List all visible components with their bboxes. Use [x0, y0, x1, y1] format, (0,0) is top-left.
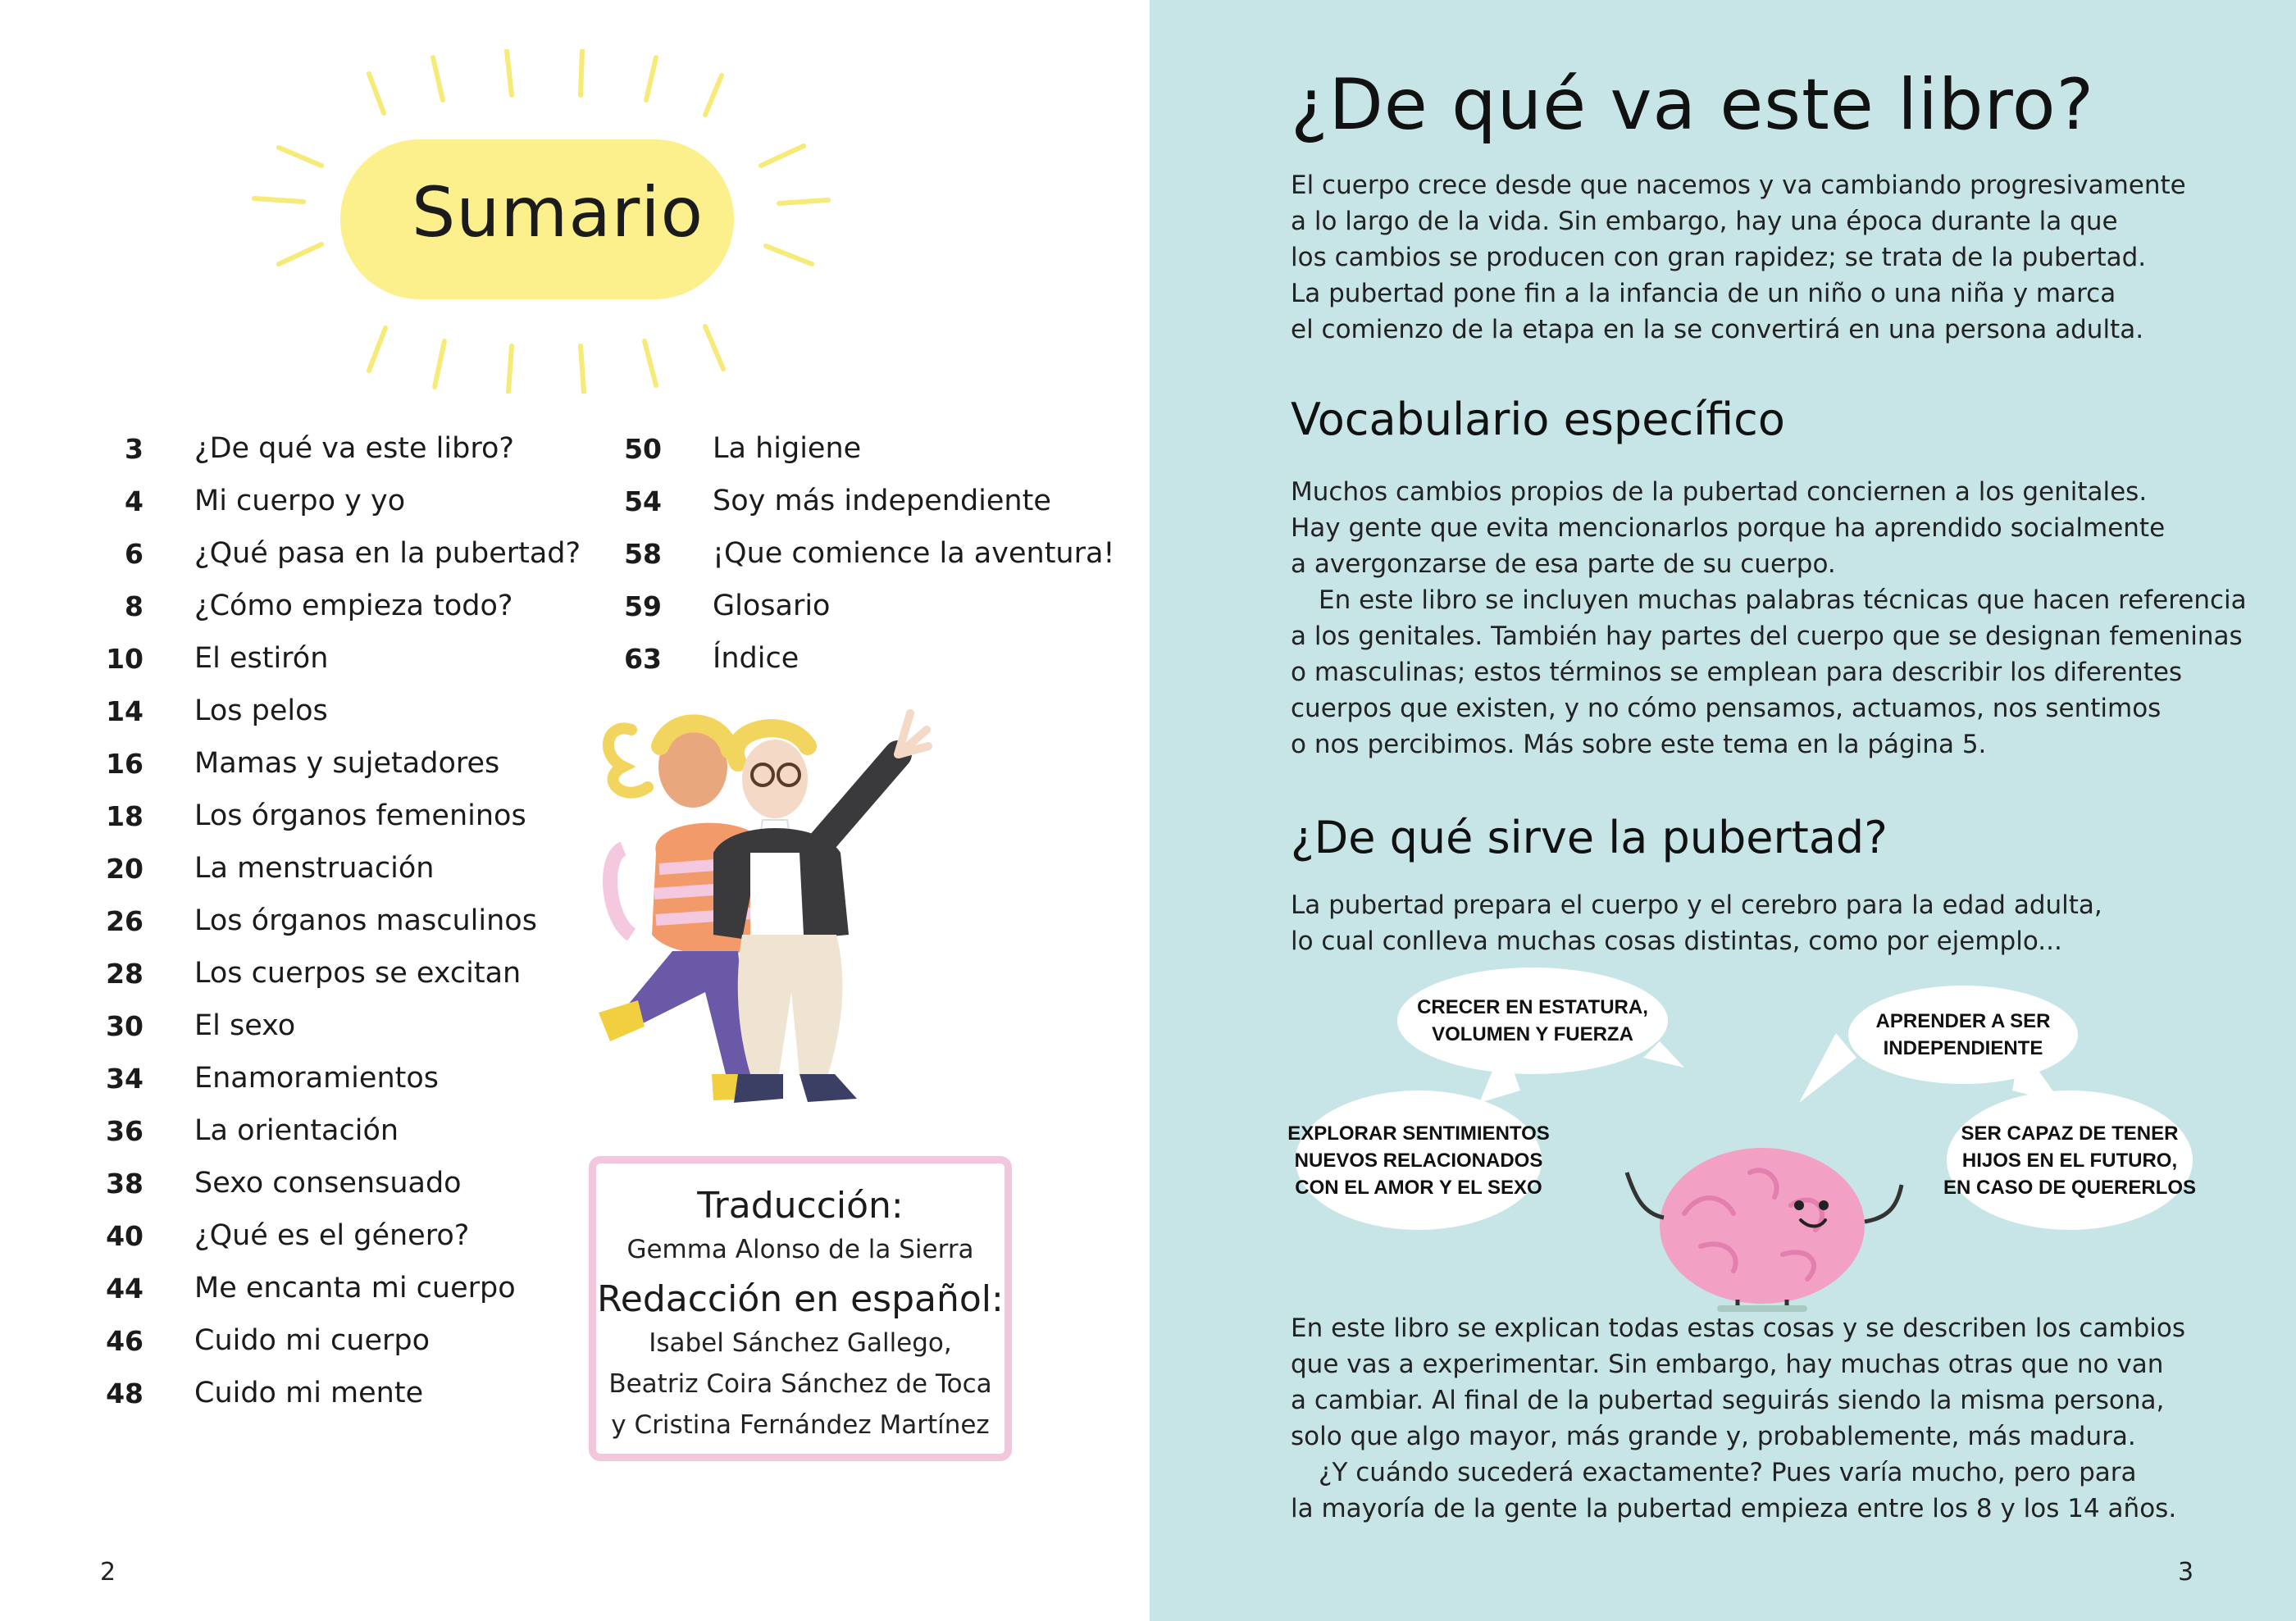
bubble-grow: [1397, 968, 1668, 1074]
text-line: Muchos cambios propios de la pubertad conciernen a los genitales.: [1291, 477, 2148, 507]
text-line: La pubertad prepara el cuerpo y el cerebro para la edad adulta,: [1291, 890, 2102, 920]
toc-page-number: 28: [106, 957, 144, 990]
toc-label: ¿Cómo empieza todo?: [194, 590, 513, 622]
toc-item[interactable]: [617, 527, 1141, 580]
toc-page-number: 10: [106, 642, 144, 675]
toc-item[interactable]: [98, 842, 590, 895]
toc-page-number: 59: [624, 590, 662, 622]
toc-item[interactable]: [98, 1209, 590, 1262]
toc-item[interactable]: [98, 737, 590, 790]
editor-name: Isabel Sánchez Gallego,: [649, 1328, 952, 1358]
toc-item[interactable]: [98, 422, 590, 475]
toc-item[interactable]: [617, 580, 1141, 632]
text-line: En este libro se incluyen muchas palabras técnicas que hacen referencia: [1319, 585, 2247, 615]
toc-label: La menstruación: [194, 852, 435, 885]
text-line: lo cual conlleva muchas cosas distintas, como por ejemplo...: [1291, 927, 2062, 956]
purpose-heading: ¿De qué sirve la pubertad?: [1291, 812, 1888, 863]
toc-label: El estirón: [194, 642, 329, 675]
text-line: los cambios se producen con gran rapidez; se trata de la pubertad.: [1291, 243, 2147, 272]
toc-item[interactable]: [98, 790, 590, 842]
page-number-right: 3: [2178, 1558, 2194, 1587]
bubble-line: HIJOS EN EL FUTURO,: [1961, 1149, 2178, 1172]
toc-label: Los órganos masculinos: [194, 904, 537, 937]
credits-box: [589, 1156, 1012, 1461]
text-line: El cuerpo crece desde que nacemos y va cambiando progresivamente: [1291, 171, 2186, 200]
toc-item[interactable]: [98, 475, 590, 527]
toc-label: Cuido mi cuerpo: [194, 1324, 430, 1357]
bubble-line: CON EL AMOR Y EL SEXO: [1295, 1176, 1542, 1199]
toc-page-number: 4: [125, 485, 144, 517]
text-line: o nos percibimos. Más sobre este tema en la página 5.: [1291, 730, 1987, 759]
toc-item[interactable]: [98, 580, 590, 632]
text-line: cuerpos que existen, y no cómo pensamos, actuamos, nos sentimos: [1291, 694, 2162, 723]
editor-name: Beatriz Coira Sánchez de Toca: [608, 1369, 992, 1399]
editor-name: y Cristina Fernández Martínez: [611, 1410, 990, 1440]
toc-item[interactable]: [98, 999, 590, 1052]
intro-paragraph: [1291, 167, 2234, 348]
toc-page-number: 44: [106, 1272, 144, 1305]
toc-page-number: 40: [106, 1219, 144, 1252]
sun-illustration: [246, 49, 869, 394]
text-line: Hay gente que evita mencionarlos porque ha aprendido socialmente: [1291, 513, 2166, 543]
text-line: a lo largo de la vida. Sin embargo, hay una época durante la que: [1291, 207, 2118, 236]
toc-label: ¿Qué es el género?: [194, 1219, 470, 1252]
toc-item[interactable]: [98, 895, 590, 947]
friends-hugging-icon: [574, 689, 1033, 1164]
text-line: que vas a experimentar. Sin embargo, hay muchas otras que no van: [1291, 1350, 2164, 1379]
bubble-line: SER CAPAZ DE TENER: [1961, 1122, 2179, 1145]
toc-page-number: 6: [125, 537, 144, 570]
toc-page-number: 48: [106, 1377, 144, 1409]
toc-label: El sexo: [194, 1009, 296, 1042]
toc-label: Mi cuerpo y yo: [194, 485, 406, 517]
toc-label: Índice: [713, 642, 800, 675]
translator-name: Gemma Alonso de la Sierra: [626, 1235, 974, 1264]
toc-label: Cuido mi mente: [194, 1377, 424, 1409]
bubble-explore: [1287, 1091, 1550, 1230]
toc-label: ¿De qué va este libro?: [194, 432, 514, 465]
toc-page-number: 63: [624, 642, 662, 675]
section-title: ¿De qué va este libro?: [1291, 64, 2095, 146]
purpose-paragraph: [1291, 887, 2234, 959]
bubble-line: VOLUMEN Y FUERZA: [1432, 1023, 1633, 1045]
toc-label: La orientación: [194, 1114, 399, 1147]
toc-page-number: 38: [106, 1167, 144, 1200]
bubble-line: APRENDER A SER: [1875, 1010, 2051, 1032]
toc-item[interactable]: [617, 475, 1141, 527]
kids-illustration: [574, 689, 1033, 1164]
toc-page-number: 46: [106, 1324, 144, 1357]
toc-page-number: 50: [624, 432, 662, 465]
toc-page-number: 58: [624, 537, 662, 570]
toc-page-number: 8: [125, 590, 144, 622]
toc-page-number: 3: [125, 432, 144, 465]
toc-label: Los cuerpos se excitan: [194, 957, 522, 990]
toc-item[interactable]: [98, 1367, 590, 1419]
toc-page-number: 20: [106, 852, 144, 885]
text-line: En este libro se explican todas estas cosas y se describen los cambios: [1291, 1314, 2185, 1343]
closing-paragraph: [1291, 1310, 2234, 1527]
toc-item[interactable]: [98, 1262, 590, 1314]
vocabulary-heading: Vocabulario específico: [1291, 394, 1785, 445]
text-line: la mayoría de la gente la pubertad empieza entre los 8 y los 14 años.: [1291, 1494, 2177, 1523]
bubble-line: NUEVOS RELACIONADOS: [1294, 1149, 1543, 1172]
editing-heading: Redacción en español:: [597, 1278, 1004, 1320]
toc-item[interactable]: [617, 422, 1141, 475]
toc-label: ¿Qué pasa en la pubertad?: [194, 537, 581, 570]
page-title: Sumario: [411, 172, 704, 253]
toc-page-number: 54: [624, 485, 662, 517]
toc-item[interactable]: [98, 632, 590, 685]
toc-label: Los pelos: [194, 694, 328, 727]
toc-label: Los órganos femeninos: [194, 799, 526, 832]
toc-page-number: 26: [106, 904, 144, 937]
toc-column-2: [617, 422, 1141, 685]
toc-page-number: 18: [106, 799, 144, 832]
puberty-benefits-diagram: [1287, 968, 2234, 1312]
toc-label: Glosario: [713, 590, 831, 622]
toc-page-number: 16: [106, 747, 144, 780]
toc-item[interactable]: [98, 527, 590, 580]
toc-label: La higiene: [713, 432, 862, 465]
toc-item[interactable]: [98, 685, 590, 737]
text-line: La pubertad pone fin a la infancia de un niño o una niña y marca: [1291, 279, 2116, 308]
toc-page-number: 14: [106, 694, 144, 727]
toc-item[interactable]: [98, 1157, 590, 1209]
bubble-independent: [1848, 986, 2078, 1084]
toc-page-number: 30: [106, 1009, 144, 1042]
toc-label: Me encanta mi cuerpo: [194, 1272, 516, 1305]
text-line: a cambiar. Al final de la pubertad seguirás siendo la misma persona,: [1291, 1386, 2165, 1415]
bubble-line: EN CASO DE QUERERLOS: [1943, 1176, 2197, 1199]
bubble-children: [1943, 1091, 2197, 1230]
text-line: solo que algo mayor, más grande y, probablemente, más madura.: [1291, 1422, 2136, 1451]
toc-page-number: 36: [106, 1114, 144, 1147]
right-page: [1150, 0, 2296, 1621]
toc-item[interactable]: [98, 1314, 590, 1367]
text-line: o masculinas; estos términos se emplean para describir los diferentes: [1291, 658, 2183, 687]
toc-label: Mamas y sujetadores: [194, 747, 500, 780]
toc-item[interactable]: [98, 1052, 590, 1104]
bubble-line: EXPLORAR SENTIMIENTOS: [1287, 1122, 1550, 1145]
text-line: ¿Y cuándo sucederá exactamente? Pues varía mucho, pero para: [1319, 1458, 2137, 1487]
toc-column-1: [98, 422, 590, 1419]
toc-page-number: 34: [106, 1062, 144, 1095]
bubble-line: CRECER EN ESTATURA,: [1417, 996, 1648, 1018]
vocabulary-paragraph: [1291, 474, 2247, 763]
toc-item[interactable]: [617, 632, 1141, 685]
toc-label: ¡Que comience la aventura!: [713, 537, 1115, 570]
toc-label: Soy más independiente: [713, 485, 1051, 517]
bubble-line: INDEPENDIENTE: [1883, 1037, 2043, 1059]
page-number-left: 2: [100, 1558, 116, 1587]
toc-item[interactable]: [98, 1104, 590, 1157]
translation-heading: Traducción:: [697, 1185, 904, 1227]
toc-item[interactable]: [98, 947, 590, 999]
toc-label: Sexo consensuado: [194, 1167, 462, 1200]
text-line: a avergonzarse de esa parte de su cuerpo.: [1291, 549, 1836, 579]
toc-label: Enamoramientos: [194, 1062, 439, 1095]
text-line: el comienzo de la etapa en la se convertirá en una persona adulta.: [1291, 315, 2144, 344]
text-line: a los genitales. También hay partes del cuerpo que se designan femeninas: [1291, 622, 2243, 651]
